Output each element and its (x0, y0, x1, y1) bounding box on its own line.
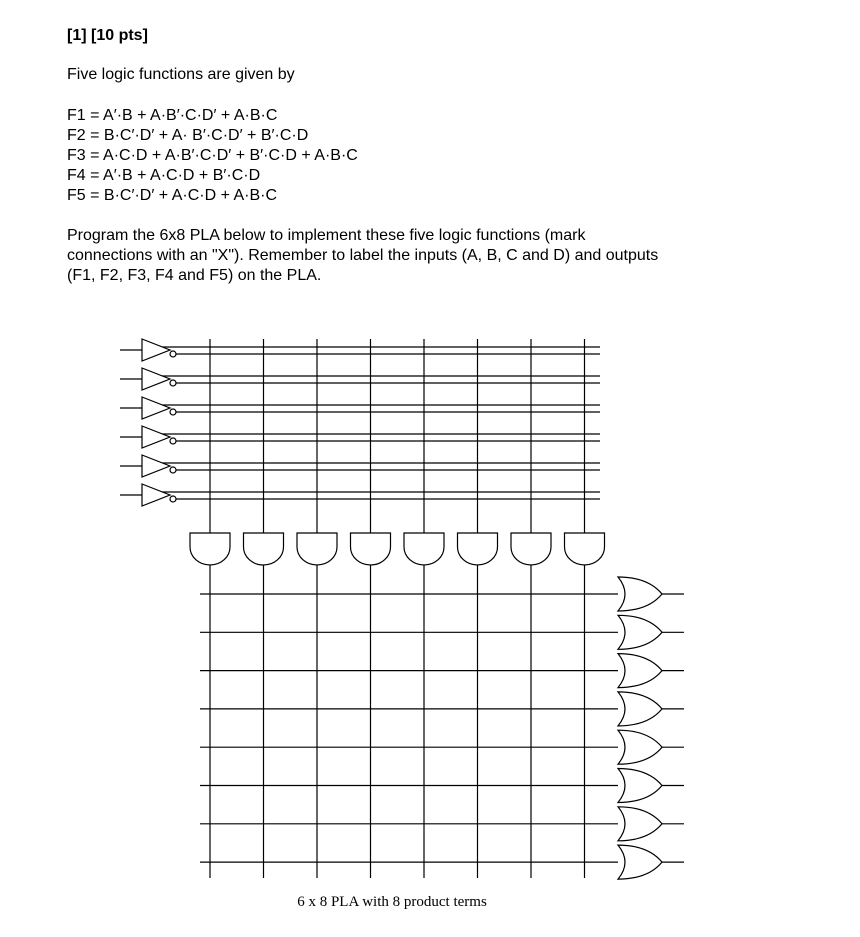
and-gate-icon-5 (404, 533, 444, 565)
input-buffer-icon-1 (142, 339, 170, 361)
or-gate-icon-1 (618, 577, 662, 611)
equation-f5: F5 = B·C′·D′ + A·C·D + A·B·C (67, 187, 278, 204)
input-buffer-icon-5 (142, 455, 170, 477)
inverter-bubble-icon-2 (170, 380, 176, 386)
and-gate-icon-6 (458, 533, 498, 565)
instructions-line-3: (F1, F2, F3, F4 and F5) on the PLA. (67, 267, 322, 284)
or-gate-icon-3 (618, 654, 662, 688)
inverter-bubble-icon-3 (170, 409, 176, 415)
inverter-bubble-icon-5 (170, 467, 176, 473)
inverter-bubble-icon-1 (170, 351, 176, 357)
or-gate-icon-5 (618, 730, 662, 764)
intro-text: Five logic functions are given by (67, 66, 295, 83)
or-gate-icon-2 (618, 615, 662, 649)
equation-f4: F4 = A′·B + A·C·D + B′·C·D (67, 167, 261, 184)
input-buffer-icon-3 (142, 397, 170, 419)
problem-heading: [1] [10 pts] (67, 27, 148, 44)
input-buffer-icon-2 (142, 368, 170, 390)
or-gate-icon-6 (618, 769, 662, 803)
equation-f1: F1 = A′·B + A·B′·C·D′ + A·B·C (67, 107, 278, 124)
equation-f2: F2 = B·C′·D′ + A· B′·C·D′ + B′·C·D (67, 127, 309, 144)
input-buffer-icon-6 (142, 484, 170, 506)
pla-caption: 6 x 8 PLA with 8 product terms (297, 894, 487, 910)
or-gate-icon-7 (618, 807, 662, 841)
and-gate-icon-1 (190, 533, 230, 565)
and-gate-icon-3 (297, 533, 337, 565)
or-gate-icon-8 (618, 845, 662, 879)
and-gate-icon-4 (351, 533, 391, 565)
and-gate-icon-7 (511, 533, 551, 565)
and-gate-icon-8 (565, 533, 605, 565)
inverter-bubble-icon-6 (170, 496, 176, 502)
pla-wires (120, 339, 684, 878)
equation-f3: F3 = A·C·D + A·B′·C·D′ + B′·C·D + A·B·C (67, 147, 358, 164)
input-buffer-icon-4 (142, 426, 170, 448)
instructions-line-2: connections with an "X"). Remember to label the inputs (A, B, C and D) and outputs (67, 247, 659, 264)
inverter-bubble-icon-4 (170, 438, 176, 444)
instructions-line-1: Program the 6x8 PLA below to implement these five logic functions (mark (67, 227, 586, 244)
and-gate-icon-2 (244, 533, 284, 565)
or-gate-icon-4 (618, 692, 662, 726)
